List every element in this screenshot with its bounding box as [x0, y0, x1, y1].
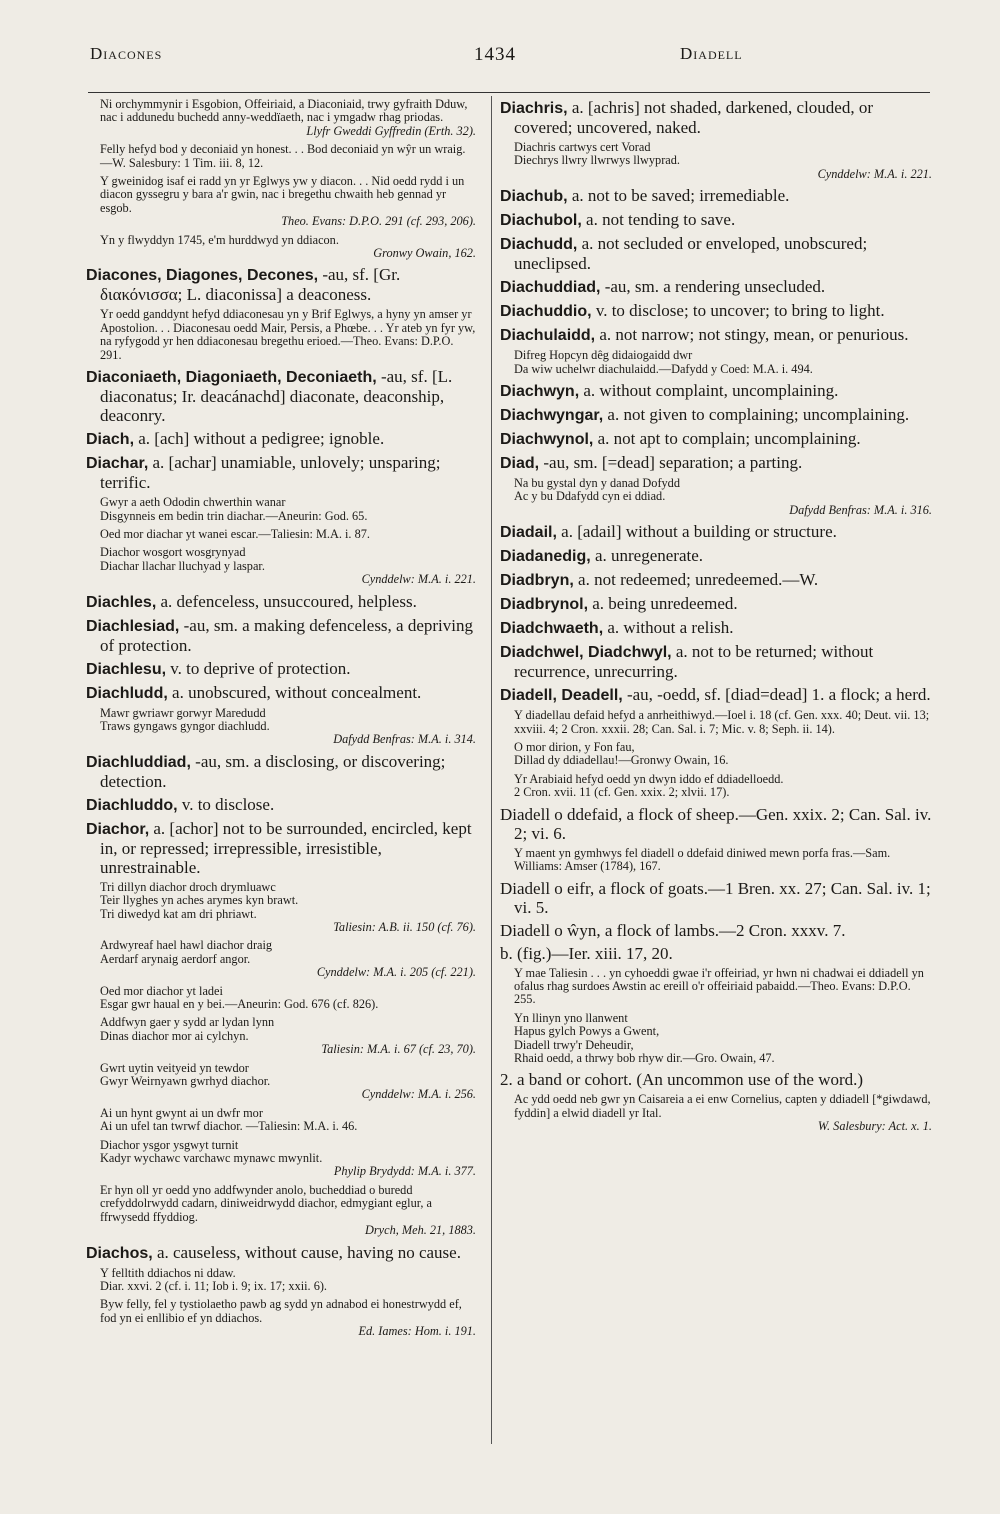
- dictionary-entry: [500, 618, 932, 638]
- entry-definition: a. being unredeemed.: [588, 594, 738, 614]
- entry-headword: Diachluddiad,: [86, 753, 191, 771]
- citation-block: [100, 175, 476, 229]
- citation-block: [514, 1093, 932, 1133]
- citation-line: Diachar llachar lluchyad y laspar.: [100, 558, 265, 573]
- citation-block: [514, 967, 932, 1007]
- citation-block: [100, 1107, 476, 1134]
- citation-line: Tri dillyn diachor droch drymluawc: [100, 879, 276, 894]
- citation-source: Dafydd Benfras: M.A. i. 314.: [333, 732, 476, 747]
- citation-line: Tri diwedyd kat am dri phriawt.: [100, 906, 257, 921]
- dictionary-entry: [500, 405, 932, 425]
- entry-definition: a. [ach] without a pedigree; ignoble.: [134, 429, 385, 449]
- column-divider: [491, 96, 492, 1444]
- citation-source: Phylip Brydydd: M.A. i. 377.: [333, 1164, 476, 1179]
- citation-line: Ai un hynt gwynt ai un dwfr mor: [100, 1105, 263, 1120]
- right-column: [500, 98, 932, 1139]
- citation-source: W. Salesbury: Act. x. 1.: [817, 1119, 932, 1134]
- citation-block: [514, 1012, 932, 1066]
- entry-definition: a. not secluded or enveloped, unobscured; uneclipsed.: [514, 234, 868, 274]
- entry-definition: a. [achar] unamiable, unlovely; unsparing; terrific.: [100, 453, 441, 493]
- dictionary-entry: [500, 98, 932, 137]
- entry-definition: -au, sf. [L. diaconatus; Ir. deacánachd] diaconate, deaconship, deaconry.: [100, 367, 453, 426]
- citation-line: Er hyn oll yr oedd yno addfwynder anolo, bucheddiad o buredd crefyddolrwydd cadarn, diniweidrwydd diachor, edmygiant eglur, a ffrwysedd ffyddiog.: [100, 1182, 436, 1224]
- citation-source: Cynddelw: M.A. i. 221.: [361, 572, 476, 587]
- entry-headword: Diachub,: [500, 188, 568, 206]
- dictionary-entry: [500, 325, 932, 345]
- dictionary-entry: [86, 752, 476, 791]
- header-rule: [88, 92, 930, 93]
- citation-line: Aerdarf arynaig aerdorf angor.: [100, 951, 251, 966]
- citation-block: [100, 881, 476, 935]
- entry-headword: Diachudd,: [500, 236, 578, 254]
- entry-definition: -au, sf. [Gr. διακόνισσα; L. diaconissa] a deaconess.: [100, 265, 401, 305]
- citation-line: Diadell trwy'r Deheudir,: [514, 1037, 634, 1052]
- citation-block: [514, 709, 932, 736]
- entry-definition: -au, sm. a making defenceless, a depriving of protection.: [100, 615, 473, 655]
- citation-block: [100, 707, 476, 747]
- citation-line: Teir llyghes yn aches arymes kyn brawt.: [100, 893, 299, 908]
- citation-block: [514, 141, 932, 181]
- dictionary-entry: [86, 429, 476, 449]
- entry-headword: Diachwyngar,: [500, 407, 604, 425]
- citation-block: [100, 1139, 476, 1179]
- citation-line: Ac ydd oedd neb gwr yn Caisareia a ei enw Cornelius, capten y ddiadell [*giwdawd, fyddin] a elwid diadell yr Ital.: [514, 1092, 934, 1120]
- citation-block: [514, 741, 932, 768]
- citation-line: Gwyr Weirnyawn gwrhyd diachor.: [100, 1074, 271, 1089]
- entry-definition: -au, sm. a rendering unsecluded.: [600, 277, 826, 297]
- citation-source: Llyfr Gweddi Gyffredin (Erth. 32).: [306, 123, 476, 138]
- citation-block: [100, 143, 476, 170]
- citation-line: Y diadellau defaid hefyd a anrheithiwyd.—Ioel i. 18 (cf. Gen. xxx. 40; Deut. vii. 13; xxviii. 4; 2 Cron. xxxii. 28; Can. Sal. i. 7; Mic. v. 8; Seph. ii. 14).: [514, 708, 933, 736]
- entry-headword: Diachles,: [86, 593, 157, 611]
- entry-headword: Diaconiaeth, Diagoniaeth, Deconiaeth,: [86, 369, 377, 387]
- entry-definition: b. (fig.)—Ier. xiii. 17, 20.: [500, 943, 673, 963]
- citation-line: O mor dirion, y Fon fau,: [514, 740, 635, 755]
- citation-line: Yr oedd ganddynt hefyd ddiaconesau yn y Brif Eglwys, a hyny yn amser yr Apostolion. . . Diaconesau oedd Mair, Persis, a Phœbe. . . Yr ateb yn fyr yw, na ryfygodd yr hen ddiaconesau bregethu erioed.—Theo. Evans: D.P.O. 291.: [100, 307, 479, 362]
- entry-headword: Diad,: [500, 455, 540, 473]
- citation-line: Oed mor diachar yt wanei escar.—Taliesin: M.A. i. 87.: [100, 526, 370, 541]
- citation-source: Ed. Iames: Hom. i. 191.: [358, 1324, 476, 1339]
- citation-source: Gronwy Owain, 162.: [373, 246, 476, 261]
- citation-block: [100, 939, 476, 979]
- citation-block: [100, 1062, 476, 1102]
- citation-block: [100, 496, 476, 523]
- citation-block: [514, 847, 932, 874]
- citation-line: Esgar gwr haual en y bei.—Aneurin: God. 676 (cf. 826).: [100, 997, 379, 1011]
- page-header: [0, 44, 1000, 84]
- citation-block: [514, 773, 932, 800]
- entry-headword: Diachluddo,: [86, 796, 178, 814]
- entry-definition: a. causeless, without cause, having no cause.: [152, 1242, 461, 1262]
- citation-line: Kadyr wychawc varchawc mynawc mwynlit.: [100, 1151, 323, 1166]
- dictionary-entry: [500, 921, 932, 940]
- dictionary-entry: [500, 381, 932, 401]
- citation-line: Diechrys llwry llwrwys llwyprad.: [514, 153, 680, 168]
- entry-definition: a. without complaint, uncomplaining.: [579, 381, 839, 401]
- citation-line: Y maent yn gymhwys fel diadell o ddefaid diniwed mewn porfa fras.—Sam. Williams: Amser (1784), 167.: [514, 845, 894, 874]
- citation-line: Diar. xxvi. 2 (cf. i. 11; Iob i. 9; ix. 17; xxii. 6).: [100, 1278, 328, 1293]
- entry-headword: Diadchwel, Diadchwyl,: [500, 644, 672, 662]
- dictionary-entry: [86, 592, 476, 612]
- dictionary-entry: [86, 367, 476, 425]
- citation-line: Mawr gwriawr gorwyr Maredudd: [100, 705, 266, 720]
- citation-line: Felly hefyd bod y deconiaid yn honest. . . Bod deconiaid yn wŷr un wraig.—W. Salesbury: 1 Tim. iii. 8, 12.: [100, 142, 466, 170]
- citation-source: Taliesin: M.A. i. 67 (cf. 23, 70).: [321, 1042, 476, 1057]
- dictionary-entry: [500, 546, 932, 566]
- entry-definition: a. not redeemed; unredeemed.—W.: [573, 570, 819, 590]
- dictionary-entry: [500, 1070, 932, 1089]
- entry-definition: v. to disclose; to uncover; to bring to light.: [591, 301, 885, 321]
- dictionary-entry: [500, 186, 932, 206]
- entry-definition: a. unobscured, without concealment.: [167, 682, 422, 702]
- entry-definition: a. without a relish.: [603, 618, 734, 638]
- dictionary-entry: [86, 616, 476, 655]
- citation-line: Disgynneis em bedin trin diachar.—Aneurin: God. 65.: [100, 508, 368, 523]
- header-right-guideword: Diadell: [680, 44, 743, 63]
- dictionary-entry: [500, 685, 932, 705]
- citation-block: [100, 546, 476, 586]
- entry-headword: Diadbryn,: [500, 572, 574, 590]
- citation-line: Yn y flwyddyn 1745, e'm hurddwyd yn ddiacon.: [100, 232, 339, 247]
- entry-definition: -au, -oedd, sf. [diad=dead] 1. a flock; a herd.: [622, 685, 931, 705]
- entry-definition: v. to deprive of protection.: [166, 658, 351, 678]
- citation-line: Ardwyreaf hael hawl diachor draig: [100, 938, 273, 953]
- dictionary-entry: [500, 522, 932, 542]
- citation-line: Traws gyngaws gyngor diachludd.: [100, 718, 270, 733]
- citation-line: Diachor wosgort wosgrynyad: [100, 545, 246, 560]
- citation-block: [100, 234, 476, 261]
- page-number: 1434: [474, 44, 516, 65]
- entry-headword: Diachuddio,: [500, 303, 592, 321]
- dictionary-entry: [500, 944, 932, 963]
- dictionary-entry: [86, 1243, 476, 1263]
- entry-headword: Diadell, Deadell,: [500, 687, 623, 705]
- citation-line: Ai un ufel tan twrwf diachor. —Taliesin: M.A. i. 46.: [100, 1119, 358, 1134]
- dictionary-entry: [500, 642, 932, 681]
- citation-source: Cynddelw: M.A. i. 205 (cf. 221).: [316, 965, 476, 980]
- entry-headword: Diachlesu,: [86, 660, 167, 678]
- citation-block: [100, 1184, 476, 1238]
- entry-headword: Diachubol,: [500, 212, 582, 230]
- citation-line: Byw felly, fel y tystiolaetho pawb ag sydd yn adnabod ei honestrwydd ef, fod yn ei enllibio ef yn ddiachos.: [100, 1297, 465, 1325]
- citation-block: [100, 1267, 476, 1294]
- citation-source: Taliesin: A.B. ii. 150 (cf. 76).: [333, 919, 476, 934]
- citation-source: Theo. Evans: D.P.O. 291 (cf. 293, 206).: [281, 214, 476, 229]
- citation-line: Rhaid oedd, a thrwy bob rhyw dir.—Gro. Owain, 47.: [514, 1050, 775, 1065]
- dictionary-entry: [500, 879, 932, 917]
- citation-line: Addfwyn gaer y sydd ar lydan lynn: [100, 1015, 275, 1030]
- dictionary-entry: [500, 570, 932, 590]
- citation-line: Yn llinyn yno llanwent: [514, 1010, 628, 1025]
- citation-block: [100, 1016, 476, 1056]
- dictionary-entry: [86, 819, 476, 877]
- entry-definition: a. not given to complaining; uncomplaining.: [603, 405, 910, 425]
- entry-headword: Diadbrynol,: [500, 596, 589, 614]
- citation-block: [514, 349, 932, 376]
- citation-line: Difreg Hopcyn dêg didaiogaidd dwr: [514, 348, 693, 363]
- entry-definition: Diadell o ŵyn, a flock of lambs.—2 Cron. xxxv. 7.: [500, 920, 846, 940]
- entry-definition: v. to disclose.: [177, 794, 275, 814]
- dictionary-entry: [500, 594, 932, 614]
- entry-definition: a. not tending to save.: [581, 210, 736, 230]
- entry-definition: a. [achris] not shaded, darkened, clouded, or covered; uncovered, naked.: [514, 98, 874, 137]
- dictionary-entry: [500, 805, 932, 843]
- dictionary-entry: [500, 210, 932, 230]
- dictionary-entry: [500, 429, 932, 449]
- entry-headword: Diachris,: [500, 100, 568, 117]
- entry-definition: a. [adail] without a building or structure.: [556, 522, 837, 542]
- entry-headword: Diadchwaeth,: [500, 620, 604, 638]
- entry-definition: a. not to be returned; without recurrence, unrecurring.: [514, 642, 874, 682]
- citation-block: [514, 477, 932, 517]
- dictionary-entry: [500, 301, 932, 321]
- entry-definition: 2. a band or cohort. (An uncommon use of the word.): [500, 1070, 864, 1090]
- entry-headword: Diachulaidd,: [500, 327, 596, 345]
- citation-block: [100, 1298, 476, 1338]
- entry-headword: Diacones, Diagones, Decones,: [86, 267, 319, 285]
- entry-definition: a. not to be saved; irremediable.: [567, 186, 790, 206]
- citation-block: [100, 307, 479, 362]
- entry-definition: -au, sm. a disclosing, or discovering; detection.: [100, 751, 446, 791]
- citation-line: Yr Arabiaid hefyd oedd yn dwyn iddo ef ddiadelloedd.: [514, 771, 784, 786]
- entry-headword: Diachludd,: [86, 684, 168, 702]
- entry-definition: a. not apt to complain; uncomplaining.: [593, 429, 861, 449]
- dictionary-entry: [500, 453, 932, 473]
- entry-headword: Diadail,: [500, 524, 557, 542]
- citation-line: Na bu gystal dyn y danad Dofydd: [514, 476, 680, 491]
- entry-headword: Diachwyn,: [500, 383, 580, 401]
- citation-source: Cynddelw: M.A. i. 256.: [361, 1087, 476, 1102]
- entry-headword: Diadanedig,: [500, 548, 591, 566]
- entry-headword: Diachor,: [86, 820, 150, 838]
- citation-line: Y mae Taliesin . . . yn cyhoeddi gwae i'r offeiriad, yr hwn ni chadwai ei ddiadell yn ofalus rhag surdoes Awstin ac ereill o'r offeiriaid pabaidd.—Theo. Evans: D.P.O. 255.: [514, 965, 927, 1007]
- citation-line: Dinas diachor mor ai cylchyn.: [100, 1028, 249, 1043]
- citation-line: Y gweinidog isaf ei radd yn yr Eglwys yw y diacon. . . Nid oedd rydd i un diacon gyssegru y bara a'r gwin, nac i bregethu chwaith heb gennad yr esgob.: [100, 174, 468, 215]
- dictionary-entry: [500, 234, 932, 273]
- citation-block: [100, 98, 476, 138]
- entry-headword: Diach,: [86, 431, 135, 449]
- citation-line: Diachris cartwys cert Vorad: [514, 140, 651, 154]
- citation-line: Da wiw uchelwr diachulaidd.—Dafydd y Coed: M.A. i. 494.: [514, 361, 813, 376]
- entry-headword: Diachlesiad,: [86, 617, 180, 635]
- entry-definition: a. not narrow; not stingy, mean, or penurious.: [595, 325, 909, 345]
- dictionary-entry: [86, 795, 476, 815]
- entry-definition: a. defenceless, unsuccoured, helpless.: [156, 591, 417, 611]
- citation-source: Cynddelw: M.A. i. 221.: [817, 166, 932, 181]
- citation-source: Drych, Meh. 21, 1883.: [365, 1223, 476, 1238]
- entry-definition: -au, sm. [=dead] separation; a parting.: [539, 453, 803, 473]
- citation-source: Dafydd Benfras: M.A. i. 316.: [789, 502, 932, 517]
- citation-line: Hapus gylch Powys a Gwent,: [514, 1024, 660, 1039]
- citation-line: Oed mor diachor yt ladei: [100, 983, 223, 998]
- citation-line: Y felltith ddiachos ni ddaw.: [100, 1265, 236, 1280]
- entry-definition: Diadell o eifr, a flock of goats.—1 Bren. xx. 27; Can. Sal. iv. 1; vi. 5.: [500, 878, 931, 917]
- citation-line: Gwrt uytin veityeid yn tewdor: [100, 1060, 249, 1075]
- dictionary-entry: [500, 277, 932, 297]
- citation-block: [100, 528, 476, 541]
- entry-headword: Diachuddiad,: [500, 279, 601, 297]
- left-column: [86, 97, 479, 1344]
- entry-headword: Diachos,: [86, 1244, 153, 1262]
- dictionary-entry: [86, 453, 476, 492]
- citation-line: Ni orchymmynir i Esgobion, Offeiriaid, a Diaconiaid, trwy gyfraith Dduw, nac i addunedu buchedd anny-weddïaeth, nac i ymgadw rhag priodas.: [100, 97, 471, 125]
- entry-definition: Diadell o ddefaid, a flock of sheep.—Gen. xxix. 2; Can. Sal. iv. 2; vi. 6.: [500, 804, 932, 843]
- dictionary-entry: [86, 265, 476, 304]
- entry-definition: a. [achor] not to be surrounded, encircled, kept in, or repressed; irrepressible, irresistible, unrestrainable.: [100, 818, 472, 877]
- entry-headword: Diachar,: [86, 455, 149, 473]
- citation-line: Dillad dy ddiadellau!—Gronwy Owain, 16.: [514, 753, 729, 768]
- citation-line: Gwyr a aeth Ododin chwerthin wanar: [100, 495, 286, 510]
- citation-line: Diachor ysgor ysgwyt turnit: [100, 1137, 239, 1152]
- entry-headword: Diachwynol,: [500, 431, 594, 449]
- header-left-guideword: Diacones: [90, 44, 163, 63]
- citation-line: Ac y bu Ddafydd cyn ei ddiad.: [514, 489, 666, 504]
- dictionary-entry: [86, 683, 476, 703]
- entry-definition: a. unregenerate.: [590, 546, 704, 566]
- dictionary-entry: [86, 659, 476, 679]
- citation-block: [100, 985, 476, 1012]
- citation-line: 2 Cron. xvii. 11 (cf. Gen. xxix. 2; xlvii. 17).: [514, 785, 730, 800]
